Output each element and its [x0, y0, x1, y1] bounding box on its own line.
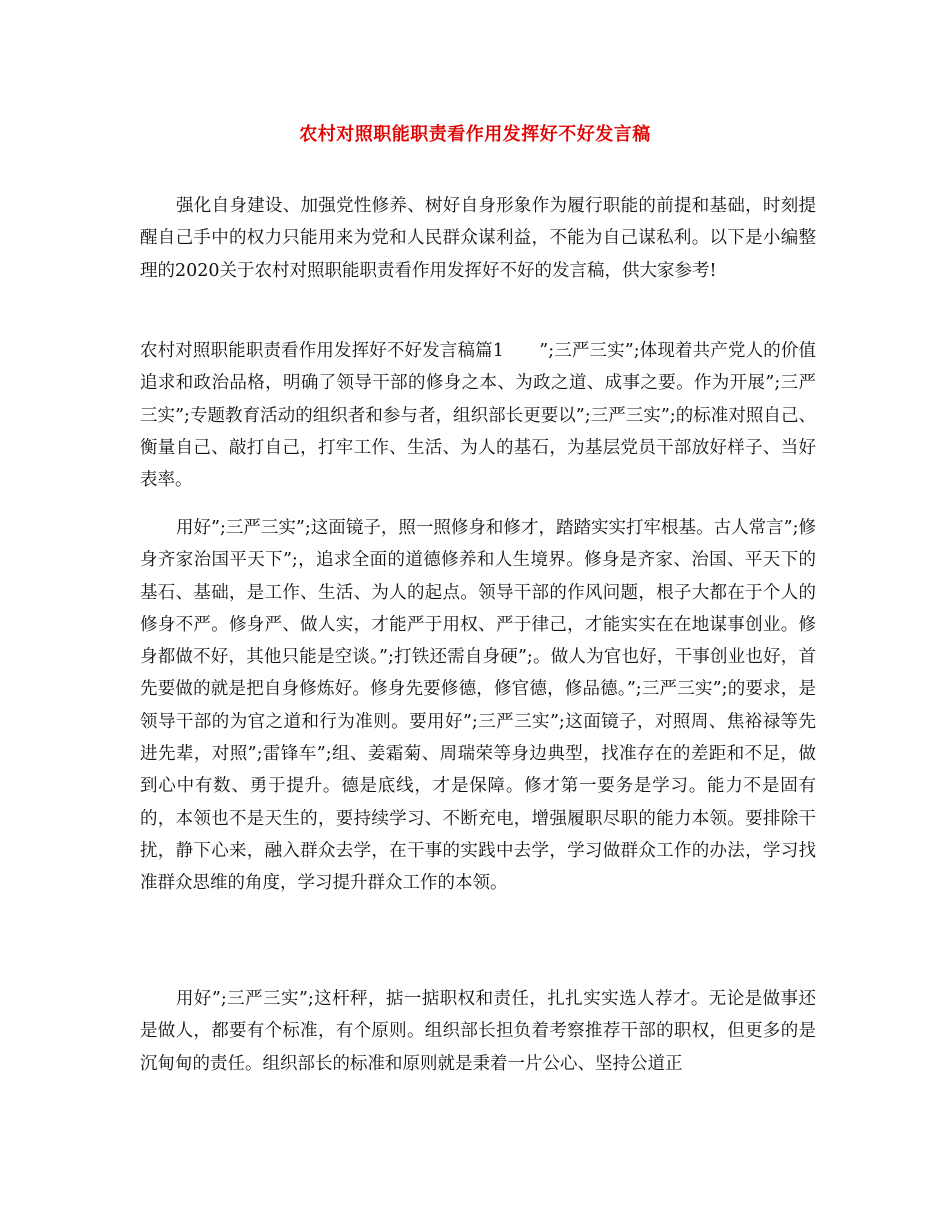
paragraph-intro: 强化自身建设、加强党性修养、树好自身形象作为履行职能的前提和基础，时刻提醒自己手中的权力只能用来为党和人民群众谋利益，不能为自己谋私利。以下是小编整理的2020关于农村对照职能职责看作用发挥好不好的发言稿，供大家参考! [140, 196, 816, 281]
paragraph-mirror: 用好”;三严三实”;这面镜子，照一照修身和修才，踏踏实实打牢根基。古人常言”;修身齐家治国平天下”;，追求全面的道德修养和人生境界。修身是齐家、治国、平天下的基石、基础，是工作、生活、为人的起点。领导干部的作风问题，根子大都在于个人的修身不严。修身严、做人实，才能严于用权、严于律己，才能实实在在地谋事创业。修身都做不好，其他只能是空谈。”;打铁还需自身硬”;。做人为官也好，干事创业也好，首先要做的就是把自身修炼好。修身先要修德，修官德，修品德。”;三严三实”;的要求，是领导干部的为官之道和行为准则。要用好”;三严三实”;这面镜子，对照周、焦裕禄等先进先辈，对照”;雷锋车”;组、姜霜菊、周瑞荣等身边典型，找准存在的差距和不足，做到心中有数、勇于提升。德是底线，才是保障。修才第一要务是学习。能力不是固有的，本领也不是天生的，要持续学习、不断充电，增强履职尽职的能力本领。要排除干扰，静下心来，融入群众去学，在干事的实践中去学，学习做群众工作的办法，学习找准群众思维的角度，学习提升群众工作的本领。 [140, 518, 816, 894]
paragraph-section-1: 农村对照职能职责看作用发挥好不好发言稿篇1 ”;三严三实”;体现着共产党人的价值追求和政治品格，明确了领导干部的修身之本、为政之道、成事之要。作为开展”;三严三实”;专题教育活动的组织者和参与者，组织部长更要以”;三严三实”;的标准对照自己、衡量自己、敲打自己，打牢工作、生活、为人的基石，为基层党员干部放好样子、当好表率。 [140, 341, 816, 491]
paragraph-scale: 用好”;三严三实”;这杆秤，掂一掂职权和责任，扎扎实实选人荐才。无论是做事还是做人，都要有个标准，有个原则。组织部长担负着考察推荐干部的职权，但更多的是沉甸甸的责任。组织部长的标准和原则就是秉着一片公心、坚持公道正 [140, 989, 816, 1074]
document-title: 农村对照职能职责看作用发挥好不好发言稿 [299, 124, 651, 145]
